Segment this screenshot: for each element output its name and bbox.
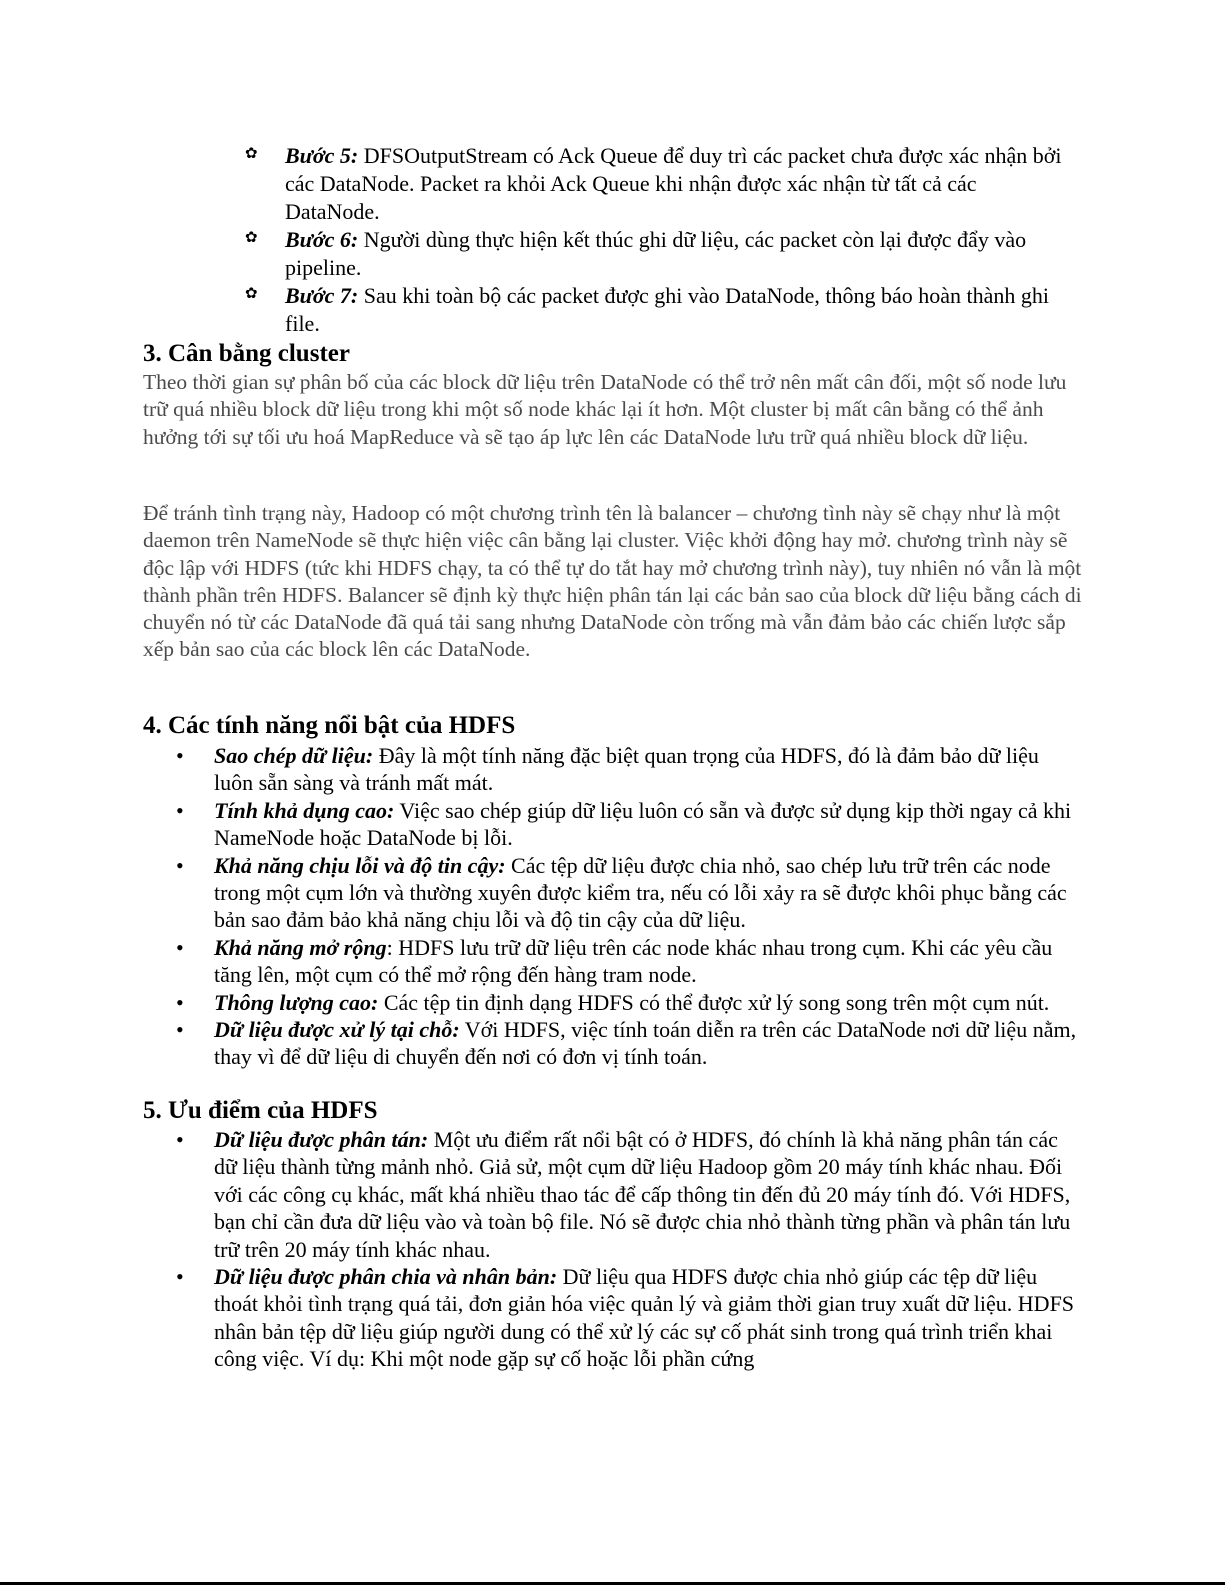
feature-text: Các tệp tin định dạng HDFS có thể được xử lý song song trên một cụm nút.	[378, 989, 1050, 1015]
feature-text: Các tệp dữ liệu được chia nhỏ, sao chép lưu trữ trên các node trong một cụm lớn và thường xuyên được kiểm tra, nếu có lỗi xảy ra sẽ được khôi phục bằng các bản sao đảm bảo khả năng chịu lỗi và độ tin cậy của dữ liệu.	[214, 852, 1067, 933]
step-label: Bước 6:	[285, 227, 359, 252]
section-3-paragraph-1: Theo thời gian sự phân bố của các block dữ liệu trên DataNode có thể trở nên mất cân đối, một số node lưu trữ quá nhiều block dữ liệu trong khi một số node khác lại ít hơn. Một cluster bị mất cân bằng có thể ảnh hưởng tới sự tối ưu hoá MapReduce và sẽ tạo áp lực lên các DataNode lưu trữ quá nhiều block dữ liệu.	[143, 370, 1067, 449]
step-item	[245, 226, 1075, 282]
step-text: Người dùng thực hiện kết thúc ghi dữ liệu, các packet còn lại được đẩy vào pipeline.	[285, 227, 1027, 280]
bullet-icon: •	[176, 743, 184, 768]
step-text: Sau khi toàn bộ các packet được ghi vào DataNode, thông báo hoàn thành ghi file.	[285, 283, 1049, 336]
section-3-paragraph-2: Để tránh tình trạng này, Hadoop có một chương trình tên là balancer – chương tình này sẽ chạy như là một daemon trên NameNode sẽ thực hiện việc cân bằng lại cluster. Việc khởi động hay mở. chương trình này sẽ độc lập với HDFS (tức khi HDFS chạy, ta có thể tự do tắt hay mở chương trình này), tuy nhiên nó vẫn là một thành phần trên HDFS. Balancer sẽ định kỳ thực hiện phân tán lại các bản sao của block dữ liệu bằng cách di chuyển nó từ các DataNode đã quá tải sang nhưng DataNode còn trống mà vẫn đảm bảo các chiến lược sắp xếp bản sao của các block lên các DataNode.	[143, 501, 1082, 662]
feature-item	[176, 742, 1081, 797]
flower-bullet-icon: ✿	[245, 146, 258, 162]
bullet-icon: •	[176, 797, 184, 823]
step-text: DFSOutputStream có Ack Queue để duy trì các packet chưa được xác nhận bởi các DataNode. Packet ra khỏi Ack Queue khi nhận được xác nhận từ tất cả các DataNode.	[285, 143, 1062, 224]
feature-item	[176, 797, 1081, 852]
advantage-text: Dữ liệu qua HDFS được chia nhỏ giúp các tệp dữ liệu thoát khỏi tình trạng quá tải, đơn giản hóa việc quản lý và giảm thời gian truy xuất dữ liệu. HDFS nhân bản tệp dữ liệu giúp người dung có thể xử lý các sự cố phát sinh trong quá trình triển khai công việc. Ví dụ: Khi một node gặp sự cố hoặc lỗi phần cứng	[214, 1264, 1075, 1372]
feature-text: Đây là một tính năng đặc biệt quan trọng của HDFS, đó là đảm bảo dữ liệu luôn sẵn sàng và tránh mất mát.	[214, 743, 1039, 796]
bullet-icon: •	[176, 1264, 184, 1290]
feature-text: Việc sao chép giúp dữ liệu luôn có sẵn và được sử dụng kịp thời ngay cả khi NameNode hoặc DataNode bị lỗi.	[214, 797, 1072, 851]
bullet-icon: •	[176, 852, 184, 878]
feature-label: Thông lượng cao:	[214, 989, 379, 1015]
flower-bullet-icon: ✿	[245, 230, 258, 246]
advantage-item	[176, 1126, 1081, 1263]
advantage-item	[176, 1263, 1081, 1373]
flower-bullet-icon: ✿	[245, 286, 258, 302]
feature-item	[176, 852, 1081, 934]
feature-label: Tính khả dụng cao:	[214, 797, 395, 823]
feature-item	[176, 1016, 1081, 1071]
advantage-text: Một ưu điểm rất nổi bật có ở HDFS, đó chính là khả năng phân tán các dữ liệu thành từng mảnh nhỏ. Giả sử, một cụm dữ liệu Hadoop gồm 20 máy tính khác nhau. Đối với các công cụ khác, mất khá nhiều thao tác để cấp thông tin đến đủ 20 máy tính đó. Với HDFS, bạn chỉ cần đưa dữ liệu vào và toàn bộ file. Nó sẽ được chia nhỏ thành từng phần và phân tán lưu trữ trên 20 máy tính khác nhau.	[214, 1127, 1071, 1262]
feature-list	[176, 742, 1081, 1071]
advantage-label: Dữ liệu được phân tán:	[214, 1127, 429, 1152]
feature-label: Dữ liệu được xử lý tại chỗ:	[214, 1017, 460, 1043]
step-label: Bước 7:	[285, 283, 359, 308]
advantage-list	[176, 1126, 1081, 1373]
step-label: Bước 5:	[285, 143, 359, 168]
section-5-title: 5. Ưu điểm của HDFS	[143, 1097, 378, 1124]
feature-item	[176, 989, 1081, 1016]
bullet-icon: •	[176, 934, 184, 960]
feature-item	[176, 934, 1081, 989]
step-list	[245, 142, 1075, 338]
feature-label: Khả năng chịu lỗi và độ tin cậy:	[214, 852, 506, 878]
feature-label: Sao chép dữ liệu:	[214, 743, 374, 768]
feature-text: Với HDFS, việc tính toán diễn ra trên các DataNode nơi dữ liệu nằm, thay vì để dữ liệu di chuyển đến nơi có đơn vị tính toán.	[214, 1017, 1077, 1070]
feature-label: Khả năng mở rộng	[214, 934, 387, 960]
feature-text: : HDFS lưu trữ dữ liệu trên các node khác nhau trong cụm. Khi các yêu cầu tăng lên, một cụm có thể mở rộng đến hàng tram node.	[214, 934, 1053, 988]
bullet-icon: •	[176, 1017, 184, 1043]
step-item	[245, 282, 1075, 338]
step-item	[245, 142, 1075, 226]
advantage-label: Dữ liệu được phân chia và nhân bản:	[214, 1264, 558, 1290]
bullet-icon: •	[176, 989, 184, 1015]
section-4-title: 4. Các tính năng nổi bật của HDFS	[143, 712, 516, 739]
bullet-icon: •	[176, 1127, 184, 1152]
section-3-title: 3. Cân bằng cluster	[143, 340, 350, 367]
